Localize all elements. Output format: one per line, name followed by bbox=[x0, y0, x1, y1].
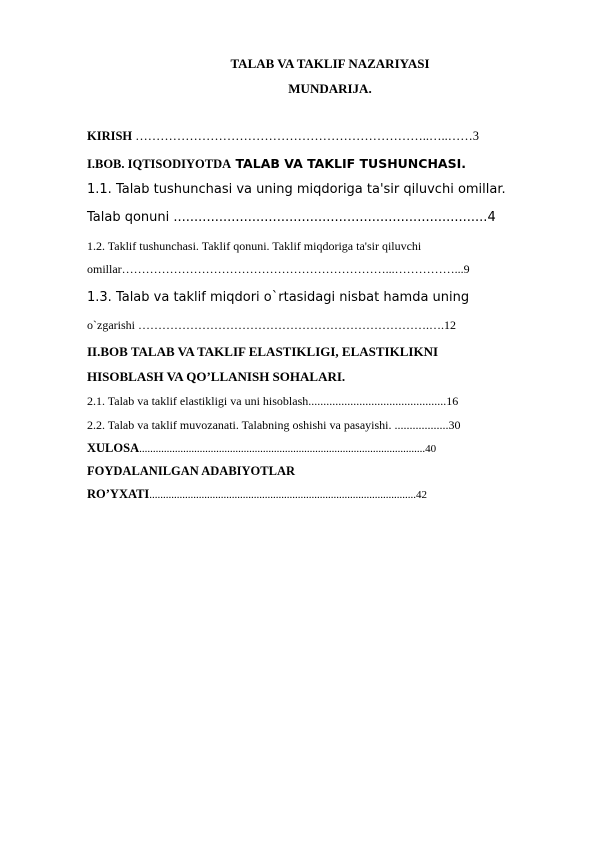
toc-entry-foydalanilgan-line-1: FOYDALANILGAN ADABIYOTLAR bbox=[87, 464, 296, 478]
toc-entry-leader: ……………………………………………………………..…..……3 bbox=[132, 129, 480, 143]
toc-entry-1-1-line-1: 1.1. Talab tushunchasi va uning miqdoriga ta'sir qiluvchi omillar. bbox=[87, 182, 506, 197]
chapter-title: TALAB VA TAKLIF TUSHUNCHASI. bbox=[231, 156, 466, 171]
toc-entry-2-2: 2.2. Talab va taklif muvozanati. Talabning oshishi va pasayishi. ..................30 bbox=[87, 418, 461, 432]
toc-entry-1-2-line-1: 1.2. Taklif tushunchasi. Taklif qonuni. Taklif miqdoriga ta'sir qiluvchi bbox=[87, 239, 422, 253]
toc-entry-label: KIRISH bbox=[87, 129, 133, 143]
toc-entry-1-3-line-2: o`zgarishi ……………………………………………………………….….12 bbox=[87, 318, 456, 332]
toc-entry-1-1-line-2: Talab qonuni ............................................................................4 bbox=[87, 210, 496, 225]
toc-entry-xulosa bbox=[87, 441, 436, 456]
toc-entry-label: XULOSA bbox=[87, 441, 140, 455]
toc-entry-1-2-line-2: omillar…………………………………………………………...……………...9 bbox=[87, 262, 470, 276]
toc-chapter-2-line-2: HISOBLASH VA QO’LLANISH SOHALARI. bbox=[87, 369, 346, 384]
toc-entry-2-1: 2.1. Talab va taklif elastikligi va uni hisoblash..............................................16 bbox=[87, 394, 459, 408]
toc-entry-1-3-line-1: 1.3. Talab va taklif miqdori o`rtasidagi nisbat hamda uning bbox=[87, 290, 470, 305]
toc-heading: MUNDARIJA. bbox=[288, 81, 372, 96]
toc-entry-foydalanilgan-line-2 bbox=[87, 487, 427, 502]
toc-entry-leader: ........................................................................................................40 bbox=[139, 443, 437, 455]
toc-entry-kirish bbox=[87, 129, 479, 144]
toc-entry-leader: .................................................................................................42 bbox=[149, 489, 428, 501]
document-title: TALAB VA TAKLIF NAZARIYASI bbox=[230, 56, 430, 71]
toc-chapter-1 bbox=[87, 155, 466, 173]
toc-entry-label: RO’YXATI bbox=[87, 487, 150, 501]
toc-chapter-2-line-1: II.BOB TALAB VA TAKLIF ELASTIKLIGI, ELASTIKLIKNI bbox=[87, 344, 439, 359]
chapter-prefix: I.BOB. IQTISODIYOTDA bbox=[87, 157, 232, 171]
